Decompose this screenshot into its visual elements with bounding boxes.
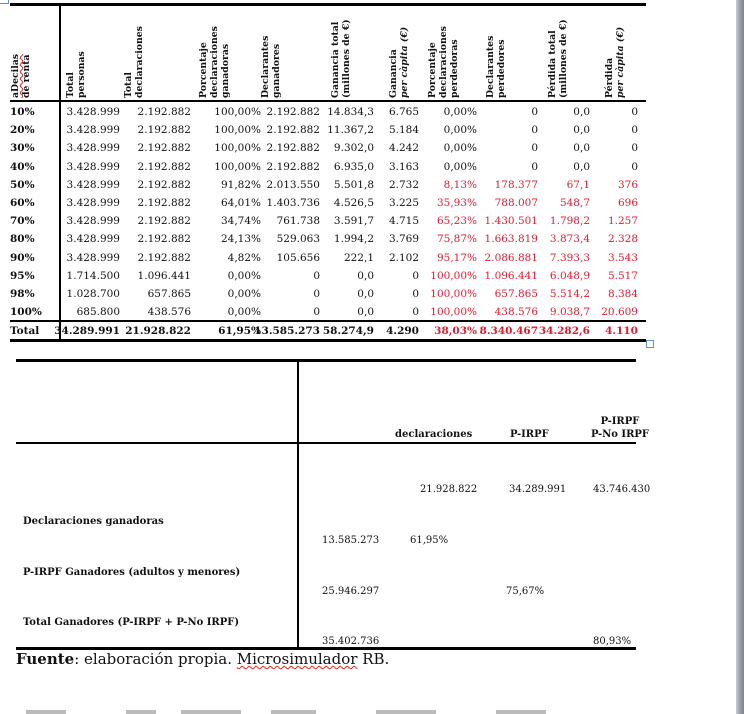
cell-total-personas: 3.428.999 — [66, 106, 120, 118]
column-header — [10, 9, 50, 98]
cell-ganancia-total: 6.935,0 — [333, 160, 374, 173]
row-value-pirpf-ganadores: 25.946.297 — [322, 586, 380, 597]
column-header-line: perdedores — [496, 39, 507, 98]
cell-pct-perdedoras: 0,00% — [443, 142, 477, 155]
cut-off-next-line — [16, 704, 636, 714]
cell-ganancia-pc: 0 — [412, 269, 419, 282]
cell-total-declaraciones: 2.192.882 — [137, 251, 191, 264]
cell-total-personas: 3.428.999 — [66, 160, 120, 173]
column-header — [123, 9, 163, 98]
cell-total-personas: 34.289.991 — [54, 325, 120, 337]
cell-ganancia-total: 5.501,8 — [333, 178, 374, 191]
cell-pct-ganadoras: 34,74% — [220, 215, 261, 228]
cell-declarantes-perdedores: 1.430.501 — [484, 215, 538, 228]
cell-pct-ganadoras: 4,82% — [227, 251, 261, 264]
cell-perdida-total: 0,0 — [573, 124, 590, 137]
cell-declarantes-ganadores: 2.192.882 — [266, 142, 320, 155]
table-resize-handle[interactable] — [646, 340, 654, 348]
cell-pct-perdedoras: 100,00% — [430, 288, 477, 300]
cell-declarantes-perdedores: 1.663.819 — [484, 233, 538, 246]
cell-pct-ganadoras: 0,00% — [227, 288, 261, 300]
cell-declarantes-ganadores: 13.585.273 — [254, 325, 320, 337]
cell-declarantes-ganadores: 0 — [313, 306, 320, 319]
cell-perdida-total: 0,0 — [573, 142, 590, 155]
cell-pct-ganadoras: 100,00% — [214, 124, 261, 137]
cell-total-declaraciones: 2.192.882 — [137, 197, 191, 209]
cell-ganancia-pc: 3.225 — [388, 197, 419, 209]
cell-perdida-total: 6.048,9 — [549, 269, 590, 282]
column-header-line: declaraciones — [438, 26, 449, 98]
cell-declarantes-ganadores: 0 — [313, 269, 320, 282]
column-header-line: declaraciones — [209, 26, 220, 98]
cell-ganancia-total: 0,0 — [357, 269, 374, 282]
column-header-line: ganadoras — [220, 43, 231, 98]
cell-ganancia-total: 11.367,2 — [327, 124, 374, 137]
row-label-pirpf-ganadores: P-IRPF Ganadores (adultos y menores) — [23, 567, 241, 578]
cell-total-declaraciones: 21.928.822 — [125, 325, 191, 337]
cell-declarantes-perdedores: 8.340.467 — [479, 325, 538, 337]
cell-pct-perdedoras: 38,03% — [434, 325, 477, 337]
cell-pct-ganadoras: 91,82% — [220, 178, 261, 191]
cell-perdida-pc: 376 — [617, 178, 638, 191]
cell-total-personas: 3.428.999 — [66, 197, 120, 209]
source-text: : elaboración propia. — [74, 650, 237, 668]
column-header — [65, 9, 105, 98]
cell-perdida-total: 34.282,6 — [538, 325, 590, 337]
table-row — [10, 249, 646, 267]
cell-perdida-total: 67,1 — [566, 178, 590, 191]
col-header-pirpf: P-IRPF — [510, 429, 549, 440]
cell-declarantes-ganadores: 2.013.550 — [266, 178, 320, 191]
cell-declarantes-ganadores: 2.192.882 — [266, 160, 320, 173]
table-row — [10, 121, 646, 139]
column-header-line: perdedoras — [449, 39, 460, 98]
column-header-line: Pérdida — [604, 57, 615, 98]
cell-total-declaraciones: 2.192.882 — [137, 142, 191, 155]
text-boundary-mark — [0, 0, 9, 4]
table-rule-top — [10, 3, 646, 6]
cell-ganancia-pc: 0 — [412, 306, 419, 319]
cell-pct-perdedoras: 100,00% — [430, 306, 477, 319]
row-pct-total-ganadores: 80,93% — [593, 636, 632, 647]
cell-ganancia-total: 4.526,5 — [333, 197, 374, 209]
cell-perdida-pc: 696 — [617, 197, 638, 209]
cell-declarantes-ganadores: 761.738 — [276, 215, 320, 228]
cell-perdida-pc: 20.609 — [601, 306, 638, 319]
cell-ganancia-total: 14.834,3 — [327, 106, 374, 118]
column-header — [427, 9, 467, 98]
decile-label: 80% — [10, 233, 35, 246]
cell-declarantes-perdedores: 657.865 — [494, 288, 538, 300]
cell-total-declaraciones: 438.576 — [147, 306, 191, 319]
total-pnoirpf-value: 43.746.430 — [593, 484, 651, 495]
cell-ganancia-pc: 4.290 — [386, 325, 419, 337]
decile-label: 30% — [10, 142, 35, 155]
column-header-line: per càpita (€) — [399, 26, 410, 98]
cell-declarantes-perdedores: 0 — [531, 106, 538, 118]
column-header-line: (millones de €) — [341, 19, 352, 98]
cell-total-personas: 1.714.500 — [66, 269, 120, 282]
cell-total-declaraciones: 2.192.882 — [137, 160, 191, 173]
cell-ganancia-total: 0,0 — [357, 306, 374, 319]
cell-ganancia-pc: 2.102 — [388, 251, 419, 264]
cell-pct-ganadoras: 64,01% — [220, 197, 261, 209]
decile-label: 70% — [10, 215, 35, 228]
cell-perdida-total: 7.393,3 — [549, 251, 590, 264]
cell-pct-perdedoras: 100,00% — [430, 269, 477, 282]
cell-declarantes-ganadores: 529.063 — [276, 233, 320, 246]
cell-ganancia-total: 222,1 — [343, 251, 374, 264]
cell-perdida-pc: 0 — [631, 106, 638, 118]
decile-label: 95% — [10, 269, 35, 282]
column-header-line: Declarantes — [260, 35, 271, 98]
row-pct-pirpf-ganadores: 75,67% — [506, 586, 545, 597]
cell-total-declaraciones: 2.192.882 — [137, 215, 191, 228]
source-tail: RB. — [357, 650, 390, 668]
cell-perdida-pc: 0 — [631, 160, 638, 173]
cell-pct-ganadoras: 0,00% — [227, 269, 261, 282]
cell-total-declaraciones: 2.192.882 — [137, 124, 191, 137]
cell-pct-perdedoras: 95,17% — [436, 251, 477, 264]
cell-perdida-pc: 5.517 — [607, 269, 638, 282]
cell-perdida-total: 0,0 — [573, 106, 590, 118]
column-header-line: Ganancia total — [330, 21, 341, 98]
cell-declarantes-perdedores: 788.007 — [494, 197, 538, 209]
table-row — [10, 212, 646, 230]
column-header — [485, 9, 525, 98]
cell-perdida-total: 548,7 — [559, 197, 590, 209]
cell-pct-ganadoras: 100,00% — [214, 106, 261, 118]
table-row — [10, 303, 646, 321]
summary-rule-top — [16, 359, 636, 362]
row-value-total-ganadores: 35.402.736 — [322, 636, 380, 647]
cell-perdida-total: 3.873,4 — [549, 233, 590, 246]
table-row — [10, 230, 646, 248]
cell-declarantes-perdedores: 438.576 — [494, 306, 538, 319]
row-value-declaraciones-ganadoras: 13.585.273 — [322, 535, 380, 546]
column-header-line: Porcentaje — [198, 42, 209, 98]
cell-total-declaraciones: 2.192.882 — [137, 178, 191, 191]
cell-ganancia-pc: 4.242 — [388, 142, 419, 155]
cell-perdida-total: 0,0 — [573, 160, 590, 173]
cell-perdida-pc: 0 — [631, 124, 638, 137]
cell-perdida-pc: 0 — [631, 142, 638, 155]
cell-pct-perdedoras: 8,13% — [443, 178, 477, 191]
cell-declarantes-perdedores: 2.086.881 — [484, 251, 538, 264]
cell-declarantes-ganadores: 0 — [313, 288, 320, 300]
column-header-line: declaraciones — [134, 26, 145, 98]
decile-label: 10% — [10, 106, 35, 118]
summary-rule-header — [16, 442, 636, 444]
cell-total-personas: 3.428.999 — [66, 124, 120, 137]
cell-ganancia-pc: 2.732 — [388, 178, 419, 191]
cell-declarantes-perdedores: 178.377 — [494, 178, 538, 191]
decile-label: 90% — [10, 251, 35, 264]
cell-declarantes-ganadores: 2.192.882 — [266, 124, 320, 137]
source-note — [16, 650, 389, 668]
cell-declarantes-ganadores: 1.403.736 — [266, 197, 320, 209]
table-row — [10, 103, 646, 121]
cell-pct-perdedoras: 75,87% — [436, 233, 477, 246]
cell-total-declaraciones: 2.192.882 — [137, 106, 191, 118]
column-header-line: ganadores — [271, 43, 282, 98]
column-header-line: personas — [76, 51, 87, 98]
table-total-row — [10, 322, 646, 340]
cell-pct-perdedoras: 0,00% — [443, 160, 477, 173]
column-header-line: Ganancia — [388, 49, 399, 98]
decile-label: 100% — [10, 306, 42, 319]
table-row — [10, 158, 646, 176]
cell-ganancia-pc: 4.715 — [388, 215, 419, 228]
cell-ganancia-total: 58.274,9 — [322, 325, 374, 337]
column-header-line: Total — [123, 72, 134, 98]
cell-declarantes-perdedores: 0 — [531, 124, 538, 137]
col-header-pnoirpf-line1: P-IRPF — [600, 416, 640, 427]
cell-pct-ganadoras: 24,13% — [220, 233, 261, 246]
decile-label: 60% — [10, 197, 35, 209]
cell-declarantes-perdedores: 0 — [531, 142, 538, 155]
table-rule-header — [10, 100, 646, 102]
cell-ganancia-pc: 5.184 — [388, 124, 419, 137]
cell-perdida-pc: 4.110 — [605, 325, 638, 337]
cell-ganancia-total: 0,0 — [357, 288, 374, 300]
column-header-line: Pérdida total — [547, 30, 558, 98]
col-header-pnoirpf-line2: P-No IRPF — [590, 429, 650, 440]
summary-vertical-rule — [297, 361, 299, 648]
row-label-declaraciones-ganadoras: Declaraciones ganadoras — [23, 516, 164, 527]
cell-total-personas: 3.428.999 — [66, 178, 120, 191]
column-header-line: Total — [65, 72, 76, 98]
total-pirpf-value: 34.289.991 — [509, 484, 567, 495]
cell-total-declaraciones: 2.192.882 — [137, 233, 191, 246]
decile-label: 20% — [10, 124, 35, 137]
cell-ganancia-pc: 3.769 — [388, 233, 419, 246]
cell-total-personas: 685.800 — [76, 306, 120, 319]
cell-total-personas: 3.428.999 — [66, 215, 120, 228]
cell-ganancia-pc: 3.163 — [388, 160, 419, 173]
cell-total-personas: 3.428.999 — [66, 233, 120, 246]
column-header — [330, 9, 370, 98]
decile-label: Total — [10, 325, 40, 337]
cell-declarantes-perdedores: 0 — [531, 160, 538, 173]
cell-perdida-pc: 3.543 — [607, 251, 638, 264]
cell-declarantes-ganadores: 105.656 — [276, 251, 320, 264]
cell-total-declaraciones: 1.096.441 — [137, 269, 191, 282]
cell-declarantes-ganadores: 2.192.882 — [266, 106, 320, 118]
cell-ganancia-pc: 6.765 — [388, 106, 419, 118]
cell-pct-ganadoras: 100,00% — [214, 160, 261, 173]
column-header-line: Porcentaje — [427, 42, 438, 98]
cell-total-personas: 3.428.999 — [66, 251, 120, 264]
cell-perdida-pc: 2.328 — [607, 233, 638, 246]
source-label: Fuente — [16, 650, 75, 668]
cell-pct-ganadoras: 100,00% — [214, 142, 261, 155]
cell-ganancia-total: 1.994,2 — [333, 233, 374, 246]
column-header-line: Declarantes — [485, 35, 496, 98]
table-row — [10, 139, 646, 157]
table-row — [10, 285, 646, 303]
decile-label: 98% — [10, 288, 35, 300]
column-header — [198, 9, 238, 98]
cell-total-personas: 1.028.700 — [66, 288, 120, 300]
cell-pct-perdedoras: 35,93% — [436, 197, 477, 209]
table-row — [10, 267, 646, 285]
cell-perdida-total: 5.514,2 — [549, 288, 590, 300]
column-header — [388, 9, 428, 98]
column-header — [260, 9, 300, 98]
cell-total-declaraciones: 657.865 — [147, 288, 191, 300]
row-label-total-ganadores: Total Ganadores (P-IRPF + P-No IRPF) — [23, 617, 240, 628]
cell-declarantes-perdedores: 1.096.441 — [484, 269, 538, 282]
cell-perdida-total: 1.798,2 — [549, 215, 590, 228]
source-spell-word: Microsimulador — [236, 650, 358, 668]
cell-perdida-pc: 1.257 — [607, 215, 638, 228]
column-header-line: (millones de €) — [558, 19, 569, 98]
decile-label: 40% — [10, 160, 35, 173]
cell-ganancia-total: 3.591,7 — [333, 215, 374, 228]
cell-pct-perdedoras: 65,23% — [436, 215, 477, 228]
table-row — [10, 194, 646, 212]
cell-pct-perdedoras: 0,00% — [443, 106, 477, 118]
col-header-declaraciones: declaraciones — [395, 429, 473, 440]
cell-pct-ganadoras: 0,00% — [227, 306, 261, 319]
cell-ganancia-total: 9.302,0 — [333, 142, 374, 155]
cell-pct-ganadoras: 61,95% — [218, 325, 261, 337]
column-header — [547, 9, 587, 98]
cell-perdida-pc: 8.384 — [607, 288, 638, 300]
column-header-line: de renta — [21, 54, 32, 98]
cell-pct-perdedoras: 0,00% — [443, 124, 477, 137]
cell-total-personas: 3.428.999 — [66, 142, 120, 155]
cell-ganancia-pc: 0 — [412, 288, 419, 300]
column-header — [604, 9, 644, 98]
cell-perdida-total: 9.038,7 — [549, 306, 590, 319]
column-header-line: per càpita (€) — [615, 26, 626, 98]
column-header-line: aDecilas — [10, 54, 21, 98]
vertical-scrollbar[interactable] — [736, 0, 744, 714]
total-declaraciones-value: 21.928.822 — [420, 484, 478, 495]
row-pct-declaraciones-ganadoras: 61,95% — [410, 535, 449, 546]
decile-label: 50% — [10, 178, 35, 191]
table-row — [10, 176, 646, 194]
